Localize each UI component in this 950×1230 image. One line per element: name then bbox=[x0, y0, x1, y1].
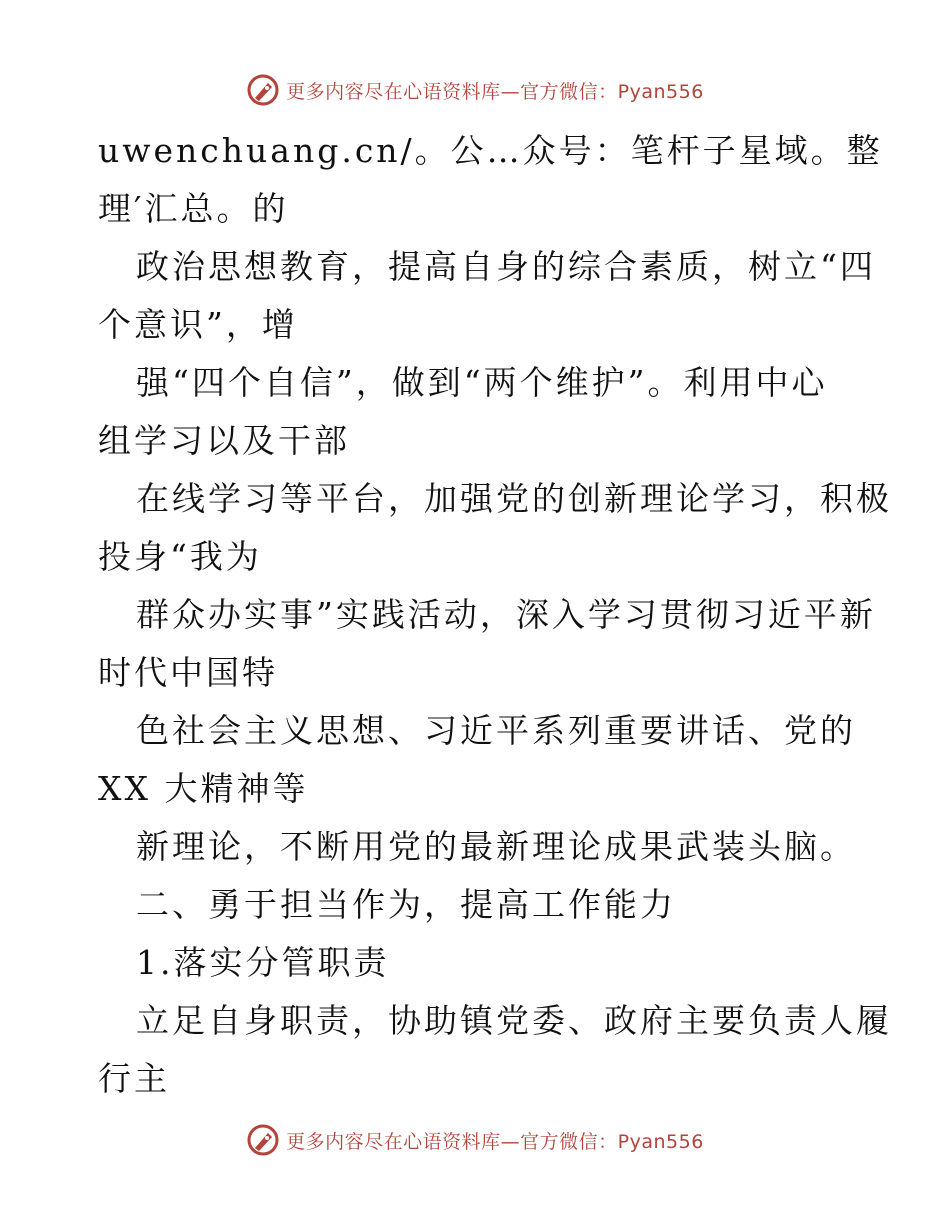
text-line: XX 大精神等 bbox=[98, 769, 309, 808]
text-line: uwenchuang.cn/。公…众号：笔杆子星域。整 bbox=[98, 131, 883, 170]
text-line: 时代中国特 bbox=[98, 653, 278, 692]
text-line: 1.落实分管职责 bbox=[136, 943, 390, 982]
text-line: 色社会主义思想、习近平系列重要讲话、党的 bbox=[136, 711, 856, 750]
text-line: 理′汇总。的 bbox=[98, 189, 289, 228]
footer-banner-text: 更多内容尽在心语资料库—官方微信：Pyan556 bbox=[286, 1130, 704, 1153]
text-line: 政治思想教育，提高自身的综合素质，树立“四 bbox=[136, 247, 876, 286]
text-line: 投身“我为 bbox=[98, 537, 262, 576]
text-line: 二、勇于担当作为，提高工作能力 bbox=[136, 885, 676, 924]
text-line: 强“四个自信”，做到“两个维护”。利用中心 bbox=[136, 363, 828, 402]
text-line: 在线学习等平台，加强党的创新理论学习，积极 bbox=[136, 479, 892, 518]
pen-nib-logo-icon bbox=[246, 73, 280, 107]
text-line: 行主 bbox=[98, 1059, 170, 1098]
pen-nib-logo-icon bbox=[246, 1123, 280, 1157]
text-line: 组学习以及干部 bbox=[98, 421, 350, 460]
text-line: 群众办实事”实践活动，深入学习贯彻习近平新 bbox=[136, 595, 876, 634]
text-line: 个意识”，增 bbox=[98, 305, 298, 344]
text-line: 新理论，不断用党的最新理论成果武装头脑。 bbox=[136, 827, 856, 866]
text-line: 立足自身职责，协助镇党委、政府主要负责人履 bbox=[136, 1001, 892, 1040]
document-body bbox=[98, 122, 892, 1108]
header-banner-text: 更多内容尽在心语资料库—官方微信：Pyan556 bbox=[286, 80, 704, 103]
page-header-banner bbox=[0, 70, 950, 110]
page-footer-banner bbox=[0, 1120, 950, 1160]
